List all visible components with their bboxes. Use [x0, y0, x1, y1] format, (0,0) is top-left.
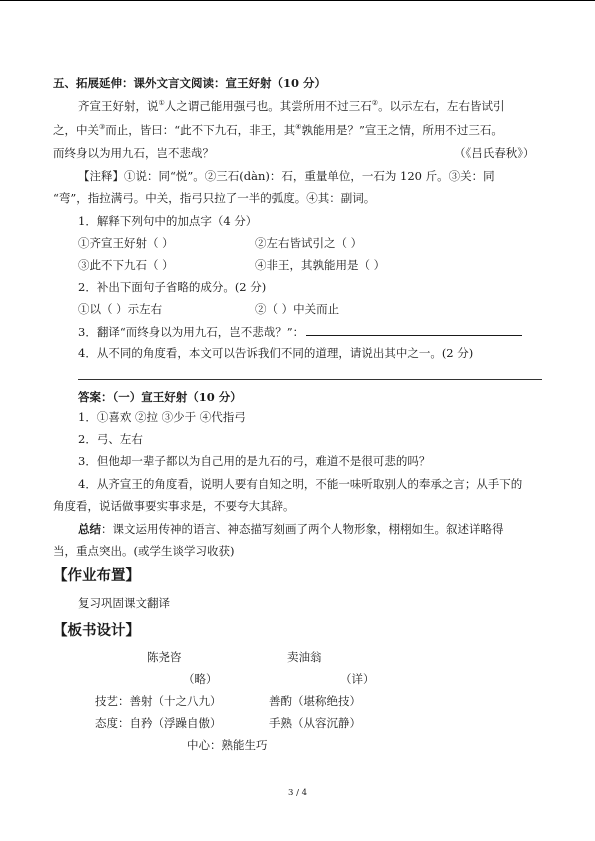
passage-source: （《吕氏春秋》） — [454, 146, 535, 160]
board-center: 中心：熟能生巧 — [187, 738, 268, 752]
question-1-item-d: ④非王，其孰能用是（ ） — [255, 258, 386, 272]
question-1-item-b: ②左右皆试引之（ ） — [255, 236, 363, 250]
passage-text: 孰能用是？”宣王之情，所用不过三石。 — [301, 123, 503, 137]
board-col1-name: 陈尧咨 — [147, 650, 182, 664]
notes-line-1: 【注释】①说：同“悦”。②三石(dàn)：石，重量单位，一石为 120 斤。③关：同 — [78, 169, 495, 183]
answer-3: 3．但他却一辈子都以为自己用的是九石的弓，难道不是很可悲的吗？ — [78, 454, 431, 468]
board-col2-name: 卖油翁 — [287, 650, 322, 664]
question-4: 4．从不同的角度看，本文可以告诉我们不同的道理，请说出其中之一。(2 分) — [78, 346, 474, 360]
answer-4-line-1: 4．从齐宣王的角度看，说明人要有自知之明，不能一味听取别人的奉承之言；从手下的 — [78, 477, 523, 491]
board-heading: 【板书设计】 — [53, 622, 140, 639]
page-number: 3 / 4 — [287, 788, 308, 798]
question-2-item-a: ①以（ ）示左右 — [78, 302, 163, 316]
board-row1-right: 善酌（堪称绝技） — [269, 694, 361, 708]
summary-line-1 — [78, 522, 504, 536]
summary-text: ：课文运用传神的语言、神态描写刻画了两个人物形象，栩栩如生。叙述详略得 — [101, 522, 504, 536]
question-2-item-b: ②（ ）中关而止 — [255, 302, 340, 316]
note-marker: ④ — [295, 123, 302, 132]
passage-text: 。以示左右，左右皆试引 — [378, 99, 505, 113]
answers-heading: 答案：（一）宣王好射（10 分） — [78, 390, 242, 404]
passage-line-1 — [78, 99, 505, 113]
page-top-border — [0, 0, 595, 1]
homework-text: 复习巩固课文翻译 — [78, 596, 170, 610]
note-marker: ③ — [99, 123, 106, 132]
question-1-item-c: ③此不下九石（ ） — [78, 258, 174, 272]
question-2-title: 2．补出下面句子省略的成分。(2 分) — [78, 280, 267, 294]
notes-line-2: “弯”，指拉满弓。中关，指弓只拉了一半的弧度。④其：副词。 — [53, 191, 376, 205]
question-1-item-a: ①齐宣王好射（ ） — [78, 236, 174, 250]
passage-line-3: 而终身以为用九石，岂不悲哉？ — [53, 146, 214, 160]
note-marker: ① — [158, 99, 165, 108]
answer-blank-line — [306, 324, 522, 336]
note-marker: ② — [371, 99, 379, 108]
question-3-text: 3．翻译“而终身以为用九石，岂不悲哉？”： — [78, 325, 305, 339]
passage-text: 人之谓己能用强弓也。其尝所用不过三石 — [164, 99, 372, 113]
section-heading: 五、拓展延伸：课外文言文阅读：宣王好射（10 分） — [53, 76, 327, 90]
passage-text: 而止，皆曰：“此不下九石，非王，其 — [105, 123, 296, 137]
answer-2: 2．弓、左右 — [78, 432, 143, 446]
passage-text: 齐宣王好射，说 — [78, 99, 159, 113]
passage-text: 之，中关 — [53, 123, 99, 137]
board-row2-label: 态度：自矜（浮躁自傲） — [95, 716, 222, 730]
board-row2-right: 手熟（从容沉静） — [269, 716, 361, 730]
answer-1: 1．①喜欢 ②拉 ③少于 ④代指弓 — [78, 410, 246, 424]
question-3 — [78, 324, 522, 339]
divider-rule — [78, 379, 542, 380]
answer-4-line-2: 角度看，说话做事要实事求是，不要夸大其辞。 — [53, 499, 295, 513]
board-col1-tag: （略） — [183, 672, 218, 686]
summary-label: 总结 — [78, 522, 101, 536]
board-row1-label: 技艺：善射（十之八九） — [95, 694, 222, 708]
passage-line-2 — [53, 123, 503, 137]
board-col2-tag: （详） — [340, 672, 375, 686]
summary-line-2: 当，重点突出。(或学生谈学习收获) — [53, 544, 235, 558]
question-1-title: 1．解释下列句中的加点字（4 分） — [78, 214, 258, 228]
homework-heading: 【作业布置】 — [53, 567, 140, 584]
